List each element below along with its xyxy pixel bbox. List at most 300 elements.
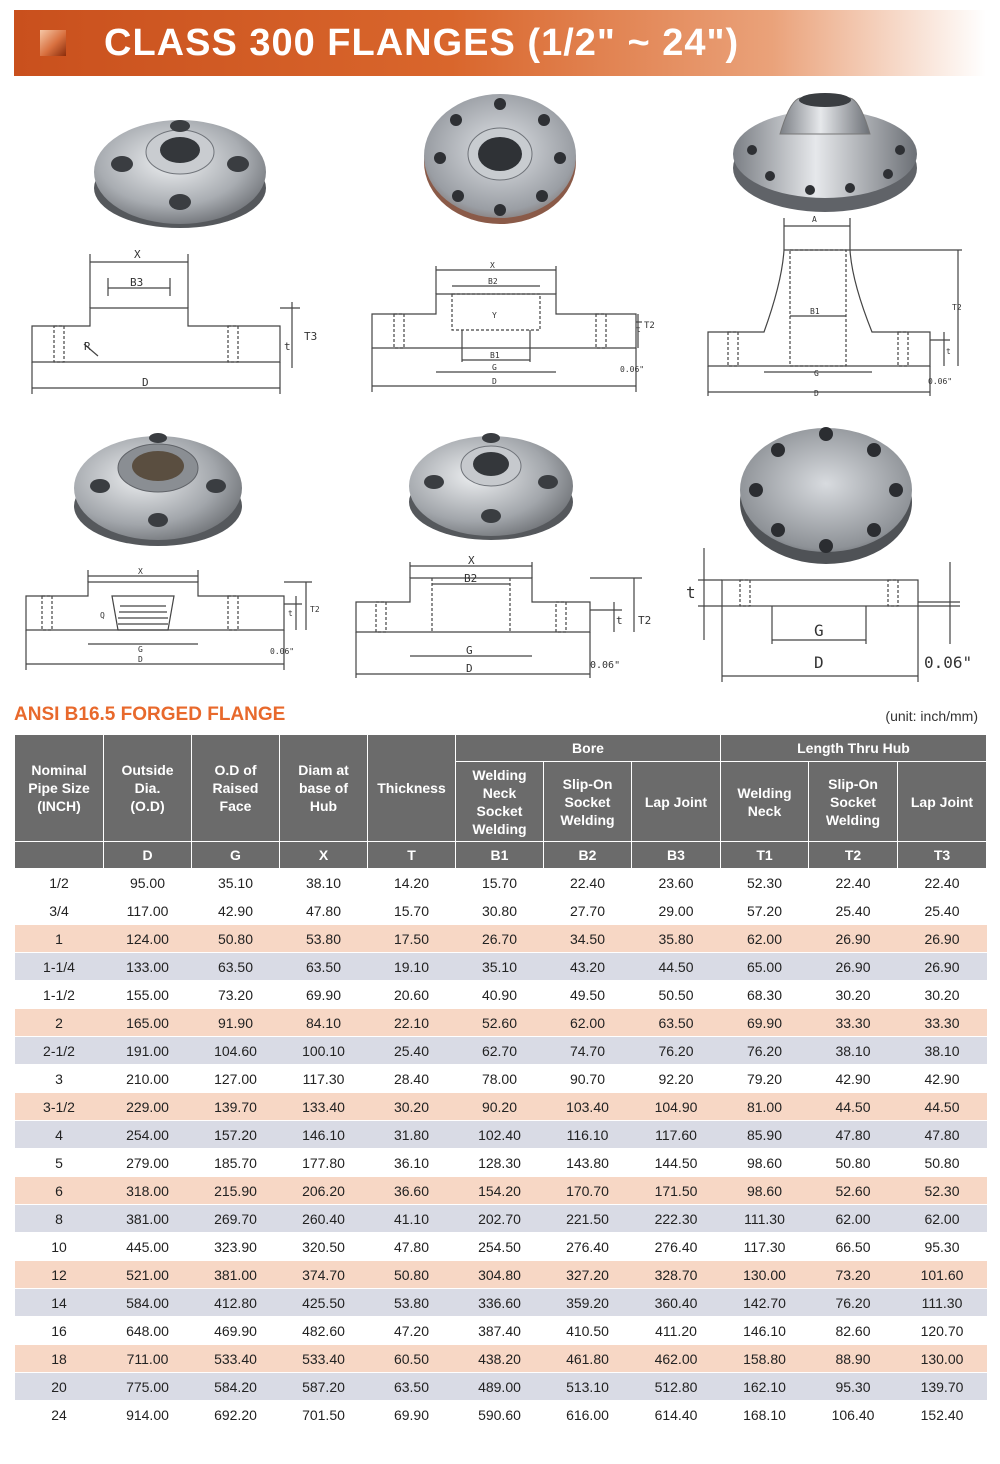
table-cell: 40.90 (456, 981, 544, 1009)
table-cell: 120.70 (898, 1317, 987, 1345)
table-cell: 73.20 (192, 981, 280, 1009)
table-cell: 63.50 (368, 1373, 456, 1401)
table-cell: 84.10 (280, 1009, 368, 1037)
table-cell: 62.00 (721, 925, 809, 953)
table-cell: 513.10 (544, 1373, 632, 1401)
table-cell: 69.90 (368, 1401, 456, 1429)
dim-t3-label: T3 (304, 330, 318, 343)
table-cell: 66.50 (809, 1233, 898, 1261)
pipe-size-cell: 8 (15, 1205, 104, 1233)
table-cell: 90.20 (456, 1093, 544, 1121)
page-title: CLASS 300 FLANGES (1/2" ~ 24") (104, 22, 740, 64)
table-cell: 104.60 (192, 1037, 280, 1065)
table-cell: 47.80 (368, 1233, 456, 1261)
header-bore: Bore (456, 735, 721, 762)
header-raised-line2: Raised (212, 780, 259, 796)
table-cell: 374.70 (280, 1261, 368, 1289)
dim-x-label: X (134, 248, 141, 261)
table-cell: 15.70 (368, 897, 456, 925)
dim-gap-label: 0.06" (924, 653, 973, 672)
table-cell: 91.90 (192, 1009, 280, 1037)
table-cell: 38.10 (280, 869, 368, 897)
table-cell: 171.50 (632, 1177, 721, 1205)
dim-g-label: G (138, 645, 143, 654)
table-cell: 43.20 (544, 953, 632, 981)
table-row (15, 1233, 987, 1261)
dim-x-label: X (468, 554, 475, 567)
table-cell: 100.10 (280, 1037, 368, 1065)
table-cell: 165.00 (104, 1009, 192, 1037)
slip-on-flange-b-diagram (352, 552, 668, 682)
table-cell: 533.40 (192, 1345, 280, 1373)
header-outside (104, 735, 192, 842)
table-cell: 69.90 (280, 981, 368, 1009)
table-cell: 482.60 (280, 1317, 368, 1345)
table-cell: 359.20 (544, 1289, 632, 1317)
dim-b1-label: B1 (810, 307, 820, 316)
table-cell: 35.10 (456, 953, 544, 981)
table-cell: 44.50 (809, 1093, 898, 1121)
table-cell: 590.60 (456, 1401, 544, 1429)
table-cell: 63.50 (632, 1009, 721, 1037)
table-cell: 146.10 (280, 1121, 368, 1149)
table-cell: 63.50 (280, 953, 368, 981)
table-cell: 103.40 (544, 1093, 632, 1121)
header-hub-line1: Diam at (298, 762, 349, 778)
table-cell: 30.20 (368, 1093, 456, 1121)
table-cell: 36.60 (368, 1177, 456, 1205)
table-cell: 323.90 (192, 1233, 280, 1261)
table-cell: 914.00 (104, 1401, 192, 1429)
table-cell: 144.50 (632, 1149, 721, 1177)
table-cell: 276.40 (632, 1233, 721, 1261)
title-banner (14, 10, 986, 76)
header-bore-wn (456, 762, 544, 842)
table-row (15, 1121, 987, 1149)
header-outside-line3: (O.D) (130, 798, 165, 814)
table-cell: 63.50 (192, 953, 280, 981)
flange-dimensions-table (14, 734, 987, 1429)
table-cell: 26.90 (809, 953, 898, 981)
header-bore-so (544, 762, 632, 842)
header-outside-line2: Dia. (134, 780, 161, 796)
symbol-cell: T1 (721, 842, 809, 869)
table-cell: 154.20 (456, 1177, 544, 1205)
table-cell: 33.30 (898, 1009, 987, 1037)
table-row (15, 1009, 987, 1037)
pipe-size-cell: 12 (15, 1261, 104, 1289)
pipe-size-cell: 14 (15, 1289, 104, 1317)
blind-flange-diagram (680, 540, 980, 686)
table-cell: 17.50 (368, 925, 456, 953)
table-cell: 111.30 (721, 1205, 809, 1233)
dim-b2-label: B2 (464, 572, 478, 585)
table-cell: 587.20 (280, 1373, 368, 1401)
header-len-lj: Lap Joint (898, 762, 987, 842)
table-row (15, 1177, 987, 1205)
table-row (15, 897, 987, 925)
table-cell: 117.00 (104, 897, 192, 925)
table-cell: 318.00 (104, 1177, 192, 1205)
dim-d-label: D (466, 662, 473, 675)
dim-g-label: G (814, 621, 824, 640)
table-cell: 117.60 (632, 1121, 721, 1149)
dim-t-label: t (686, 583, 696, 602)
table-cell: 142.70 (721, 1289, 809, 1317)
header-nominal-line2: Pipe Size (28, 780, 90, 796)
table-cell: 47.80 (280, 897, 368, 925)
table-cell: 82.60 (809, 1317, 898, 1345)
table-cell: 177.80 (280, 1149, 368, 1177)
header-raised-line1: O.D of (214, 762, 257, 778)
section-title: ANSI B16.5 FORGED FLANGE (14, 704, 286, 725)
table-row (15, 1093, 987, 1121)
table-cell: 410.50 (544, 1317, 632, 1345)
slip-on-flange-diagram (22, 244, 332, 400)
header-bore-wn-line1: Welding (472, 766, 527, 783)
table-cell: 202.70 (456, 1205, 544, 1233)
table-cell: 210.00 (104, 1065, 192, 1093)
table-cell: 152.40 (898, 1401, 987, 1429)
table-cell: 381.00 (192, 1261, 280, 1289)
table-cell: 269.70 (192, 1205, 280, 1233)
table-cell: 584.00 (104, 1289, 192, 1317)
table-cell: 254.00 (104, 1121, 192, 1149)
dim-t-label: t (288, 609, 293, 618)
table-cell: 692.20 (192, 1401, 280, 1429)
table-body (15, 869, 987, 1429)
dim-t-label: t (636, 325, 641, 334)
symbol-cell: X (280, 842, 368, 869)
header-bore-so-line1: Slip-On (562, 775, 613, 792)
dim-t-label: t (284, 340, 291, 353)
table-cell: 30.20 (809, 981, 898, 1009)
dim-r-label: R (84, 340, 91, 353)
dim-g-label: G (814, 369, 819, 378)
dim-gap-label: 0.06" (928, 377, 953, 386)
pipe-size-cell: 1-1/2 (15, 981, 104, 1009)
table-cell: 73.20 (809, 1261, 898, 1289)
table-cell: 387.40 (456, 1317, 544, 1345)
table-cell: 53.80 (368, 1289, 456, 1317)
header-len-so-line2: Socket (830, 793, 876, 810)
table-cell: 23.60 (632, 869, 721, 897)
table-cell: 157.20 (192, 1121, 280, 1149)
table-cell: 90.70 (544, 1065, 632, 1093)
table-cell: 327.20 (544, 1261, 632, 1289)
pipe-size-cell: 1/2 (15, 869, 104, 897)
pipe-size-cell: 24 (15, 1401, 104, 1429)
table-cell: 53.80 (280, 925, 368, 953)
header-length: Length Thru Hub (721, 735, 987, 762)
table-cell: 52.60 (456, 1009, 544, 1037)
symbol-row (15, 842, 987, 869)
table-cell: 111.30 (898, 1289, 987, 1317)
pipe-size-cell: 3 (15, 1065, 104, 1093)
table-cell: 88.90 (809, 1345, 898, 1373)
socket-weld-flange-photo (420, 88, 580, 224)
table-cell: 44.50 (898, 1093, 987, 1121)
table-cell: 170.70 (544, 1177, 632, 1205)
table-cell: 25.40 (898, 897, 987, 925)
table-cell: 98.60 (721, 1177, 809, 1205)
table-cell: 412.80 (192, 1289, 280, 1317)
table-row (15, 1317, 987, 1345)
table-row (15, 1373, 987, 1401)
dim-t2-label: T2 (638, 614, 652, 627)
header-bore-so-line3: Welding (560, 811, 615, 828)
header-len-wn-line1: Welding (737, 784, 792, 801)
dim-d-label: D (142, 376, 149, 389)
unit-note: (unit: inch/mm) (885, 708, 978, 724)
table-cell: 328.70 (632, 1261, 721, 1289)
table-cell: 254.50 (456, 1233, 544, 1261)
header-nominal-line3: (INCH) (37, 798, 81, 814)
table-cell: 35.80 (632, 925, 721, 953)
table-cell: 139.70 (898, 1373, 987, 1401)
table-cell: 62.00 (544, 1009, 632, 1037)
pipe-size-cell: 1 (15, 925, 104, 953)
table-cell: 98.60 (721, 1149, 809, 1177)
table-cell: 26.70 (456, 925, 544, 953)
dim-q-label: Q (100, 611, 105, 620)
table-cell: 42.90 (192, 897, 280, 925)
weld-neck-flange-photo (730, 90, 920, 214)
symbol-cell: D (104, 842, 192, 869)
table-row (15, 1065, 987, 1093)
symbol-cell: G (192, 842, 280, 869)
dim-t2-label: T2 (952, 303, 962, 312)
table-cell: 128.30 (456, 1149, 544, 1177)
dim-t-label: t (946, 347, 951, 356)
table-cell: 104.90 (632, 1093, 721, 1121)
header-nominal (15, 735, 104, 842)
table-cell: 36.10 (368, 1149, 456, 1177)
table-cell: 52.60 (809, 1177, 898, 1205)
table-cell: 185.70 (192, 1149, 280, 1177)
table-cell: 117.30 (280, 1065, 368, 1093)
table-cell: 222.30 (632, 1205, 721, 1233)
table-cell: 229.00 (104, 1093, 192, 1121)
table-cell: 158.80 (721, 1345, 809, 1373)
dim-d-label: D (814, 653, 824, 672)
table-cell: 35.10 (192, 869, 280, 897)
table-row (15, 925, 987, 953)
table-cell: 133.40 (280, 1093, 368, 1121)
table-cell: 92.20 (632, 1065, 721, 1093)
table-cell: 124.00 (104, 925, 192, 953)
pipe-size-cell: 5 (15, 1149, 104, 1177)
table-cell: 14.20 (368, 869, 456, 897)
header-len-so-line1: Slip-On (828, 775, 878, 792)
table-cell: 22.40 (809, 869, 898, 897)
table-cell: 381.00 (104, 1205, 192, 1233)
symbol-cell: B2 (544, 842, 632, 869)
threaded-flange-diagram (22, 566, 332, 674)
table-cell: 143.80 (544, 1149, 632, 1177)
table-cell: 95.30 (898, 1233, 987, 1261)
table-cell: 146.10 (721, 1317, 809, 1345)
table-row (15, 981, 987, 1009)
table-cell: 775.00 (104, 1373, 192, 1401)
table-cell: 162.10 (721, 1373, 809, 1401)
dim-a-label: A (812, 215, 817, 224)
table-row (15, 1345, 987, 1373)
table-cell: 215.90 (192, 1177, 280, 1205)
pipe-size-cell: 16 (15, 1317, 104, 1345)
table-cell: 30.20 (898, 981, 987, 1009)
table-cell: 62.00 (898, 1205, 987, 1233)
table-cell: 34.50 (544, 925, 632, 953)
pipe-size-cell: 3-1/2 (15, 1093, 104, 1121)
dim-g-label: G (466, 644, 473, 657)
table-cell: 95.30 (809, 1373, 898, 1401)
table-cell: 462.00 (632, 1345, 721, 1373)
pipe-size-cell: 18 (15, 1345, 104, 1373)
table-cell: 648.00 (104, 1317, 192, 1345)
header-bore-lj: Lap Joint (632, 762, 721, 842)
table-row (15, 1289, 987, 1317)
dim-t2-label: T2 (644, 321, 655, 331)
header-bore-wn-line3: Socket (476, 802, 523, 819)
header-raised-line3: Face (219, 798, 252, 814)
header-outside-line1: Outside (121, 762, 174, 778)
table-cell: 102.40 (456, 1121, 544, 1149)
table-cell: 221.50 (544, 1205, 632, 1233)
header-nominal-line1: Nominal (31, 762, 87, 778)
slip-on-flange-photo (90, 100, 270, 232)
table-cell: 616.00 (544, 1401, 632, 1429)
table-cell: 68.30 (721, 981, 809, 1009)
table-row (15, 1205, 987, 1233)
table-cell: 206.20 (280, 1177, 368, 1205)
table-cell: 191.00 (104, 1037, 192, 1065)
table-cell: 320.50 (280, 1233, 368, 1261)
table-cell: 50.80 (192, 925, 280, 953)
dim-t2-label: T2 (310, 605, 320, 614)
header-len-wn (721, 762, 809, 842)
table-cell: 139.70 (192, 1093, 280, 1121)
header-raised (192, 735, 280, 842)
table-cell: 425.50 (280, 1289, 368, 1317)
symbol-cell: T3 (898, 842, 987, 869)
header-len-wn-line2: Neck (747, 802, 782, 819)
table-cell: 47.20 (368, 1317, 456, 1345)
table-cell: 30.80 (456, 897, 544, 925)
header-hub (280, 735, 368, 842)
dim-x-label: X (490, 262, 495, 270)
table-cell: 65.00 (721, 953, 809, 981)
table-cell: 28.40 (368, 1065, 456, 1093)
weld-neck-flange-diagram (702, 212, 972, 400)
table-cell: 47.80 (809, 1121, 898, 1149)
table-cell: 52.30 (721, 869, 809, 897)
table-row (15, 869, 987, 897)
table-cell: 22.40 (898, 869, 987, 897)
table-cell: 130.00 (721, 1261, 809, 1289)
header-hub-line2: base of (298, 780, 348, 796)
threaded-flange-photo (72, 420, 244, 548)
pipe-size-cell: 2 (15, 1009, 104, 1037)
pipe-size-cell: 2-1/2 (15, 1037, 104, 1065)
table-cell: 95.00 (104, 869, 192, 897)
dim-d-label: D (814, 389, 819, 398)
table-cell: 411.20 (632, 1317, 721, 1345)
table-cell: 26.90 (809, 925, 898, 953)
table-cell: 101.60 (898, 1261, 987, 1289)
table-cell: 614.40 (632, 1401, 721, 1429)
table-cell: 47.80 (898, 1121, 987, 1149)
table-cell: 76.20 (809, 1289, 898, 1317)
table-cell: 130.00 (898, 1345, 987, 1373)
table-cell: 27.70 (544, 897, 632, 925)
slip-on-flange-b-photo (406, 420, 576, 542)
table-cell: 26.90 (898, 925, 987, 953)
table-cell: 117.30 (721, 1233, 809, 1261)
pipe-size-cell: 20 (15, 1373, 104, 1401)
table-cell: 22.10 (368, 1009, 456, 1037)
socket-weld-flange-diagram (366, 262, 666, 398)
table-cell: 78.00 (456, 1065, 544, 1093)
table-cell: 25.40 (368, 1037, 456, 1065)
table-cell: 26.90 (898, 953, 987, 981)
table-cell: 19.10 (368, 953, 456, 981)
table-cell: 22.40 (544, 869, 632, 897)
table-cell: 445.00 (104, 1233, 192, 1261)
table-row (15, 953, 987, 981)
table-cell: 49.50 (544, 981, 632, 1009)
header-bore-wn-line4: Welding (472, 820, 527, 837)
header-thickness: Thickness (368, 735, 456, 842)
symbol-cell: T (368, 842, 456, 869)
pipe-size-cell: 6 (15, 1177, 104, 1205)
table-cell: 57.20 (721, 897, 809, 925)
symbol-cell: B3 (632, 842, 721, 869)
table-cell: 62.70 (456, 1037, 544, 1065)
table-cell: 42.90 (809, 1065, 898, 1093)
table-cell: 260.40 (280, 1205, 368, 1233)
table-row (15, 1261, 987, 1289)
table-cell: 127.00 (192, 1065, 280, 1093)
table-cell: 106.40 (809, 1401, 898, 1429)
table-cell: 38.10 (898, 1037, 987, 1065)
table-cell: 168.10 (721, 1401, 809, 1429)
table-cell: 584.20 (192, 1373, 280, 1401)
dim-x-label: X (138, 567, 143, 576)
table-cell: 116.10 (544, 1121, 632, 1149)
table-cell: 31.80 (368, 1121, 456, 1149)
table-cell: 76.20 (632, 1037, 721, 1065)
table-cell: 69.90 (721, 1009, 809, 1037)
table-cell: 304.80 (456, 1261, 544, 1289)
table-cell: 533.40 (280, 1345, 368, 1373)
table-cell: 512.80 (632, 1373, 721, 1401)
dim-d-label: D (492, 377, 497, 386)
table-cell: 701.50 (280, 1401, 368, 1429)
dim-g-label: G (492, 363, 497, 372)
table-cell: 360.40 (632, 1289, 721, 1317)
dim-t-label: t (616, 614, 623, 627)
table-cell: 711.00 (104, 1345, 192, 1373)
table-cell: 29.00 (632, 897, 721, 925)
table-cell: 489.00 (456, 1373, 544, 1401)
table-cell: 50.50 (632, 981, 721, 1009)
symbol-cell: B1 (456, 842, 544, 869)
table-row (15, 1401, 987, 1429)
dim-gap-label: 0.06" (620, 365, 645, 374)
table-cell: 42.90 (898, 1065, 987, 1093)
table-cell: 50.80 (368, 1261, 456, 1289)
